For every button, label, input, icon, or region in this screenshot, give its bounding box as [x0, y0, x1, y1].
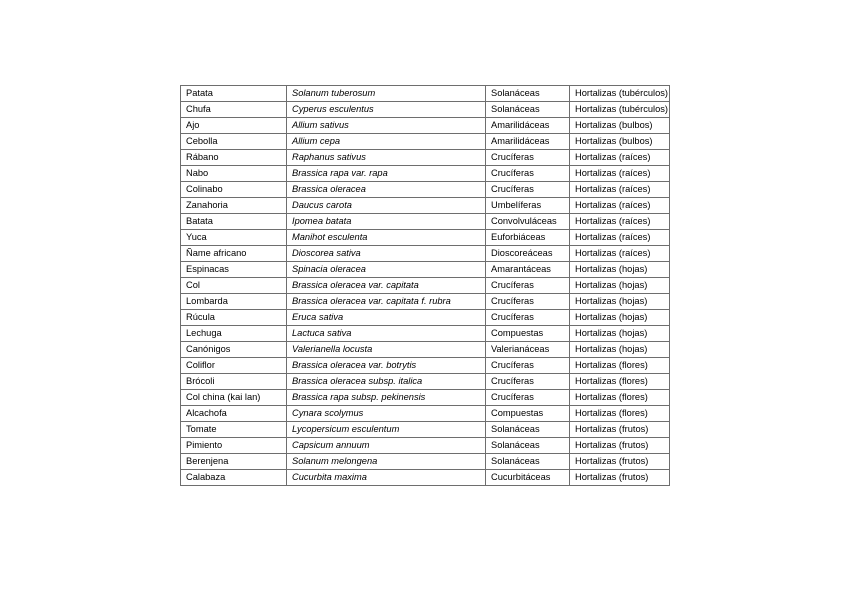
table-row: [181, 278, 670, 294]
table-row: [181, 214, 670, 230]
family-cell: Cucurbitáceas: [486, 470, 570, 486]
category-cell: Hortalizas (raíces): [570, 230, 670, 246]
family-cell: Crucíferas: [486, 150, 570, 166]
table-row: [181, 262, 670, 278]
family-cell: Crucíferas: [486, 166, 570, 182]
scientific-name-cell: Solanum tuberosum: [287, 86, 486, 102]
table-row: [181, 102, 670, 118]
table-row: [181, 326, 670, 342]
table-row: [181, 438, 670, 454]
family-cell: Amarilidáceas: [486, 118, 570, 134]
common-name-cell: Nabo: [181, 166, 287, 182]
family-cell: Solanáceas: [486, 102, 570, 118]
scientific-name-cell: Dioscorea sativa: [287, 246, 486, 262]
common-name-cell: Zanahoria: [181, 198, 287, 214]
family-cell: Crucíferas: [486, 358, 570, 374]
common-name-cell: Berenjena: [181, 454, 287, 470]
category-cell: Hortalizas (bulbos): [570, 118, 670, 134]
category-cell: Hortalizas (flores): [570, 358, 670, 374]
common-name-cell: Col: [181, 278, 287, 294]
table-row: [181, 246, 670, 262]
common-name-cell: Yuca: [181, 230, 287, 246]
common-name-cell: Cebolla: [181, 134, 287, 150]
scientific-name-cell: Cynara scolymus: [287, 406, 486, 422]
table-row: [181, 310, 670, 326]
table-row: [181, 198, 670, 214]
family-cell: Compuestas: [486, 406, 570, 422]
common-name-cell: Coliflor: [181, 358, 287, 374]
table-row: [181, 182, 670, 198]
common-name-cell: Espinacas: [181, 262, 287, 278]
table-row: [181, 86, 670, 102]
table-row: [181, 230, 670, 246]
common-name-cell: Lechuga: [181, 326, 287, 342]
scientific-name-cell: Allium cepa: [287, 134, 486, 150]
category-cell: Hortalizas (tubérculos): [570, 102, 670, 118]
category-cell: Hortalizas (raíces): [570, 166, 670, 182]
scientific-name-cell: Lycopersicum esculentum: [287, 422, 486, 438]
category-cell: Hortalizas (raíces): [570, 182, 670, 198]
scientific-name-cell: Brassica oleracea: [287, 182, 486, 198]
scientific-name-cell: Spinacia oleracea: [287, 262, 486, 278]
category-cell: Hortalizas (raíces): [570, 214, 670, 230]
category-cell: Hortalizas (frutos): [570, 470, 670, 486]
table-row: [181, 294, 670, 310]
scientific-name-cell: Brassica rapa subsp. pekinensis: [287, 390, 486, 406]
family-cell: Crucíferas: [486, 278, 570, 294]
scientific-name-cell: Lactuca sativa: [287, 326, 486, 342]
category-cell: Hortalizas (frutos): [570, 438, 670, 454]
table-row: [181, 422, 670, 438]
scientific-name-cell: Manihot esculenta: [287, 230, 486, 246]
category-cell: Hortalizas (flores): [570, 406, 670, 422]
scientific-name-cell: Eruca sativa: [287, 310, 486, 326]
common-name-cell: Tomate: [181, 422, 287, 438]
family-cell: Solanáceas: [486, 454, 570, 470]
category-cell: Hortalizas (bulbos): [570, 134, 670, 150]
table-row: [181, 134, 670, 150]
family-cell: Compuestas: [486, 326, 570, 342]
table-body: [181, 86, 670, 486]
category-cell: Hortalizas (frutos): [570, 422, 670, 438]
scientific-name-cell: Cucurbita maxima: [287, 470, 486, 486]
scientific-name-cell: Capsicum annuum: [287, 438, 486, 454]
scientific-name-cell: Daucus carota: [287, 198, 486, 214]
common-name-cell: Pimiento: [181, 438, 287, 454]
family-cell: Crucíferas: [486, 374, 570, 390]
family-cell: Solanáceas: [486, 422, 570, 438]
common-name-cell: Alcachofa: [181, 406, 287, 422]
category-cell: Hortalizas (flores): [570, 390, 670, 406]
common-name-cell: Lombarda: [181, 294, 287, 310]
family-cell: Euforbiáceas: [486, 230, 570, 246]
family-cell: Solanáceas: [486, 438, 570, 454]
common-name-cell: Col china (kai lan): [181, 390, 287, 406]
family-cell: Amarantáceas: [486, 262, 570, 278]
table-row: [181, 166, 670, 182]
family-cell: Convolvuláceas: [486, 214, 570, 230]
category-cell: Hortalizas (hojas): [570, 342, 670, 358]
common-name-cell: Ñame africano: [181, 246, 287, 262]
table-row: [181, 118, 670, 134]
category-cell: Hortalizas (frutos): [570, 454, 670, 470]
category-cell: Hortalizas (hojas): [570, 326, 670, 342]
table-row: [181, 470, 670, 486]
common-name-cell: Rábano: [181, 150, 287, 166]
scientific-name-cell: Valerianella locusta: [287, 342, 486, 358]
family-cell: Crucíferas: [486, 294, 570, 310]
family-cell: Crucíferas: [486, 182, 570, 198]
scientific-name-cell: Brassica oleracea var. capitata: [287, 278, 486, 294]
common-name-cell: Chufa: [181, 102, 287, 118]
scientific-name-cell: Allium sativus: [287, 118, 486, 134]
table-row: [181, 390, 670, 406]
scientific-name-cell: Raphanus sativus: [287, 150, 486, 166]
scientific-name-cell: Brassica rapa var. rapa: [287, 166, 486, 182]
vegetables-table: [180, 85, 670, 486]
category-cell: Hortalizas (raíces): [570, 198, 670, 214]
family-cell: Umbelíferas: [486, 198, 570, 214]
common-name-cell: Colinabo: [181, 182, 287, 198]
category-cell: Hortalizas (hojas): [570, 278, 670, 294]
family-cell: Dioscoreáceas: [486, 246, 570, 262]
family-cell: Crucíferas: [486, 310, 570, 326]
category-cell: Hortalizas (raíces): [570, 150, 670, 166]
category-cell: Hortalizas (tubérculos): [570, 86, 670, 102]
common-name-cell: Brócoli: [181, 374, 287, 390]
family-cell: Crucíferas: [486, 390, 570, 406]
common-name-cell: Ajo: [181, 118, 287, 134]
scientific-name-cell: Ipomea batata: [287, 214, 486, 230]
category-cell: Hortalizas (flores): [570, 374, 670, 390]
scientific-name-cell: Brassica oleracea subsp. italica: [287, 374, 486, 390]
table-row: [181, 374, 670, 390]
common-name-cell: Calabaza: [181, 470, 287, 486]
common-name-cell: Batata: [181, 214, 287, 230]
scientific-name-cell: Solanum melongena: [287, 454, 486, 470]
table-row: [181, 150, 670, 166]
common-name-cell: Patata: [181, 86, 287, 102]
table-row: [181, 358, 670, 374]
scientific-name-cell: Brassica oleracea var. capitata f. rubra: [287, 294, 486, 310]
table-row: [181, 454, 670, 470]
family-cell: Valerianáceas: [486, 342, 570, 358]
family-cell: Solanáceas: [486, 86, 570, 102]
category-cell: Hortalizas (raíces): [570, 246, 670, 262]
category-cell: Hortalizas (hojas): [570, 310, 670, 326]
table-row: [181, 342, 670, 358]
common-name-cell: Canónigos: [181, 342, 287, 358]
scientific-name-cell: Cyperus esculentus: [287, 102, 486, 118]
table-row: [181, 406, 670, 422]
scientific-name-cell: Brassica oleracea var. botrytis: [287, 358, 486, 374]
category-cell: Hortalizas (hojas): [570, 294, 670, 310]
common-name-cell: Rúcula: [181, 310, 287, 326]
category-cell: Hortalizas (hojas): [570, 262, 670, 278]
family-cell: Amarilidáceas: [486, 134, 570, 150]
